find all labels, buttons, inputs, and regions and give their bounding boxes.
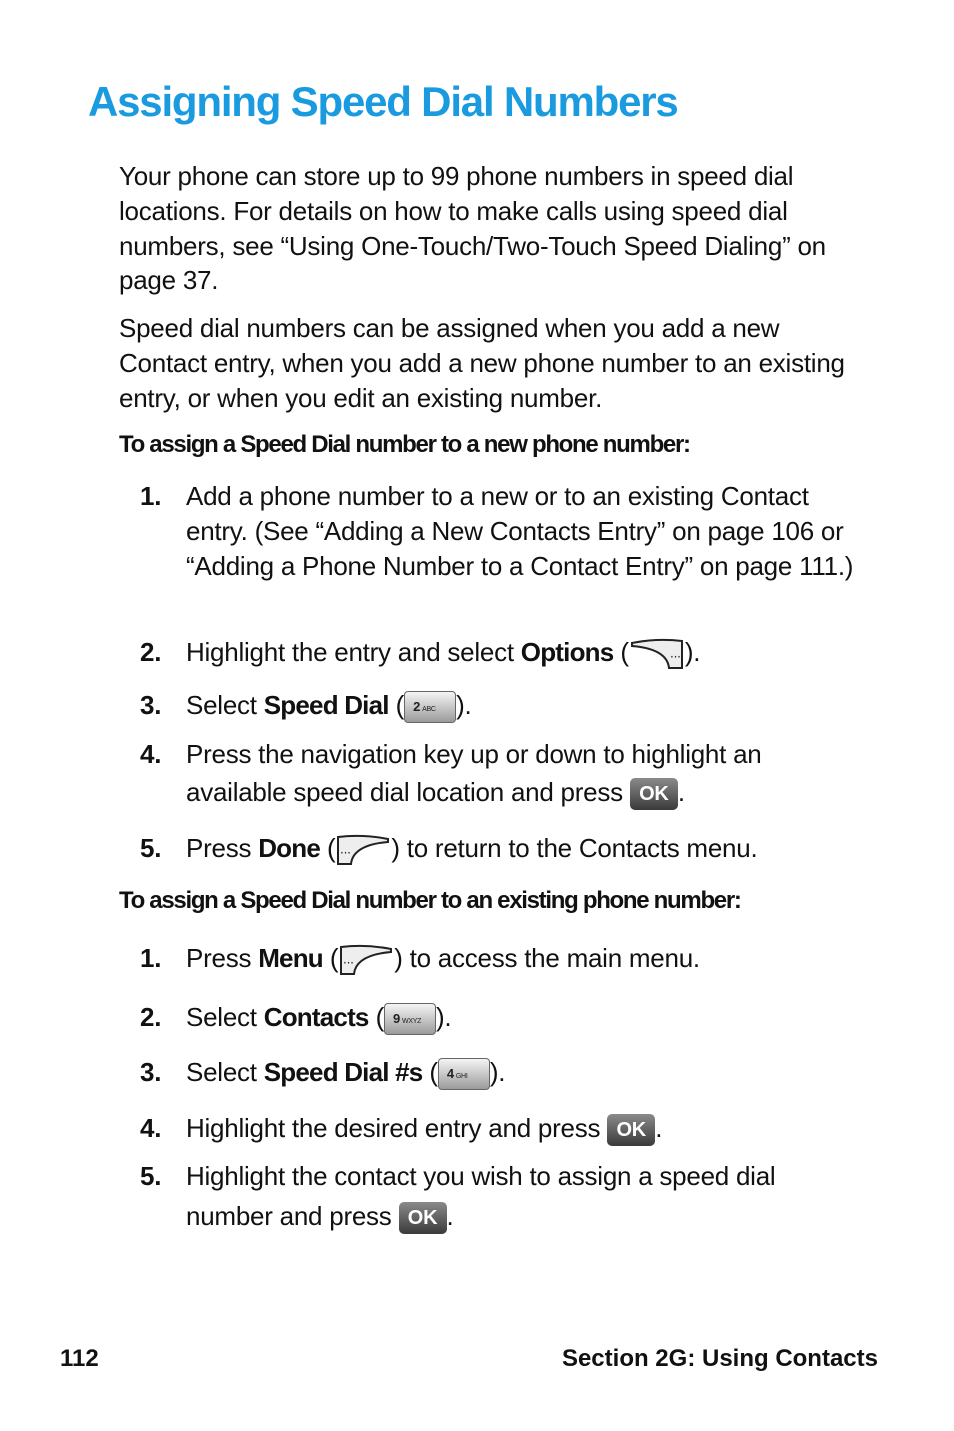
step-text: Highlight the entry and select Options ( ··· ). <box>186 635 876 671</box>
section1-heading: To assign a Speed Dial number to a new phone number: <box>119 431 690 458</box>
step-number: 2. <box>140 637 162 667</box>
step-number: 4. <box>140 739 162 769</box>
step-number: 2. <box>140 1002 162 1032</box>
step-text-line1: Press the navigation key up or down to highlight an <box>186 739 762 769</box>
ok-key-icon: OK <box>607 1114 655 1146</box>
ok-key-icon: OK <box>630 778 678 810</box>
step-text: Select Speed Dial #s ( 4 GHI ). <box>186 1055 876 1090</box>
intro-paragraph-1: Your phone can store up to 99 phone numbers in speed dial locations. For details on how to make calls using speed dial numbers, see “Using One-Touch/Two-Touch Speed Dialing” on page 37. <box>119 161 826 296</box>
step-number: 3. <box>140 1057 162 1087</box>
step-text-line2: number and press OK . <box>186 1199 876 1234</box>
step-number: 1. <box>140 481 162 511</box>
section2-heading: To assign a Speed Dial number to an existing phone number: <box>119 887 741 914</box>
menu-label: Menu <box>258 943 323 973</box>
number-key-2-icon: 2 ABC <box>404 691 456 723</box>
left-softkey-icon <box>338 943 394 977</box>
step-text-line1: Highlight the contact you wish to assign a speed dial <box>186 1161 776 1191</box>
speed-dial-numbers-label: Speed Dial #s <box>263 1057 423 1087</box>
svg-text:···: ··· <box>340 846 352 861</box>
number-key-9-icon: 9 WXYZ <box>384 1003 436 1035</box>
step-text: Press Menu ( ··· ) to access the main menu. <box>186 941 876 977</box>
step-number: 5. <box>140 833 162 863</box>
step-text: Select Speed Dial ( 2 ABC ). <box>186 688 876 723</box>
step-number: 5. <box>140 1161 162 1191</box>
step-text-line2: available speed dial location and press OK . <box>186 775 876 810</box>
ok-key-icon: OK <box>399 1202 447 1234</box>
svg-text:···: ··· <box>669 650 681 665</box>
number-key-4-icon: 4 GHI <box>438 1058 490 1090</box>
speed-dial-label: Speed Dial <box>263 690 389 720</box>
step-text: Add a phone number to a new or to an existing Contact entry. (See “Adding a New Contacts Entry” on page 106 or “Adding a Phone Number to a Contact Entry” on page 111.) <box>186 481 854 581</box>
page-title: Assigning Speed Dial Numbers <box>88 78 678 125</box>
svg-text:···: ··· <box>343 956 354 971</box>
step-text: Press Done ( ··· ) to return to the Contacts menu. <box>186 831 876 867</box>
step-number: 3. <box>140 690 162 720</box>
right-softkey-icon <box>629 637 685 671</box>
page-number: 112 <box>60 1345 99 1372</box>
left-softkey-icon <box>335 833 391 867</box>
contacts-label: Contacts <box>263 1002 369 1032</box>
step-number: 1. <box>140 943 162 973</box>
section-footer: Section 2G: Using Contacts <box>561 1345 878 1372</box>
step-text: Select Contacts ( 9 WXYZ ). <box>186 1000 876 1035</box>
step-number: 4. <box>140 1113 162 1143</box>
step-text: Highlight the desired entry and press OK . <box>186 1111 876 1146</box>
options-label: Options <box>520 637 614 667</box>
done-label: Done <box>258 833 320 863</box>
intro-paragraph-2: Speed dial numbers can be assigned when you add a new Contact entry, when you add a new phone number to an existing entry, or when you edit an existing number. <box>119 313 845 413</box>
